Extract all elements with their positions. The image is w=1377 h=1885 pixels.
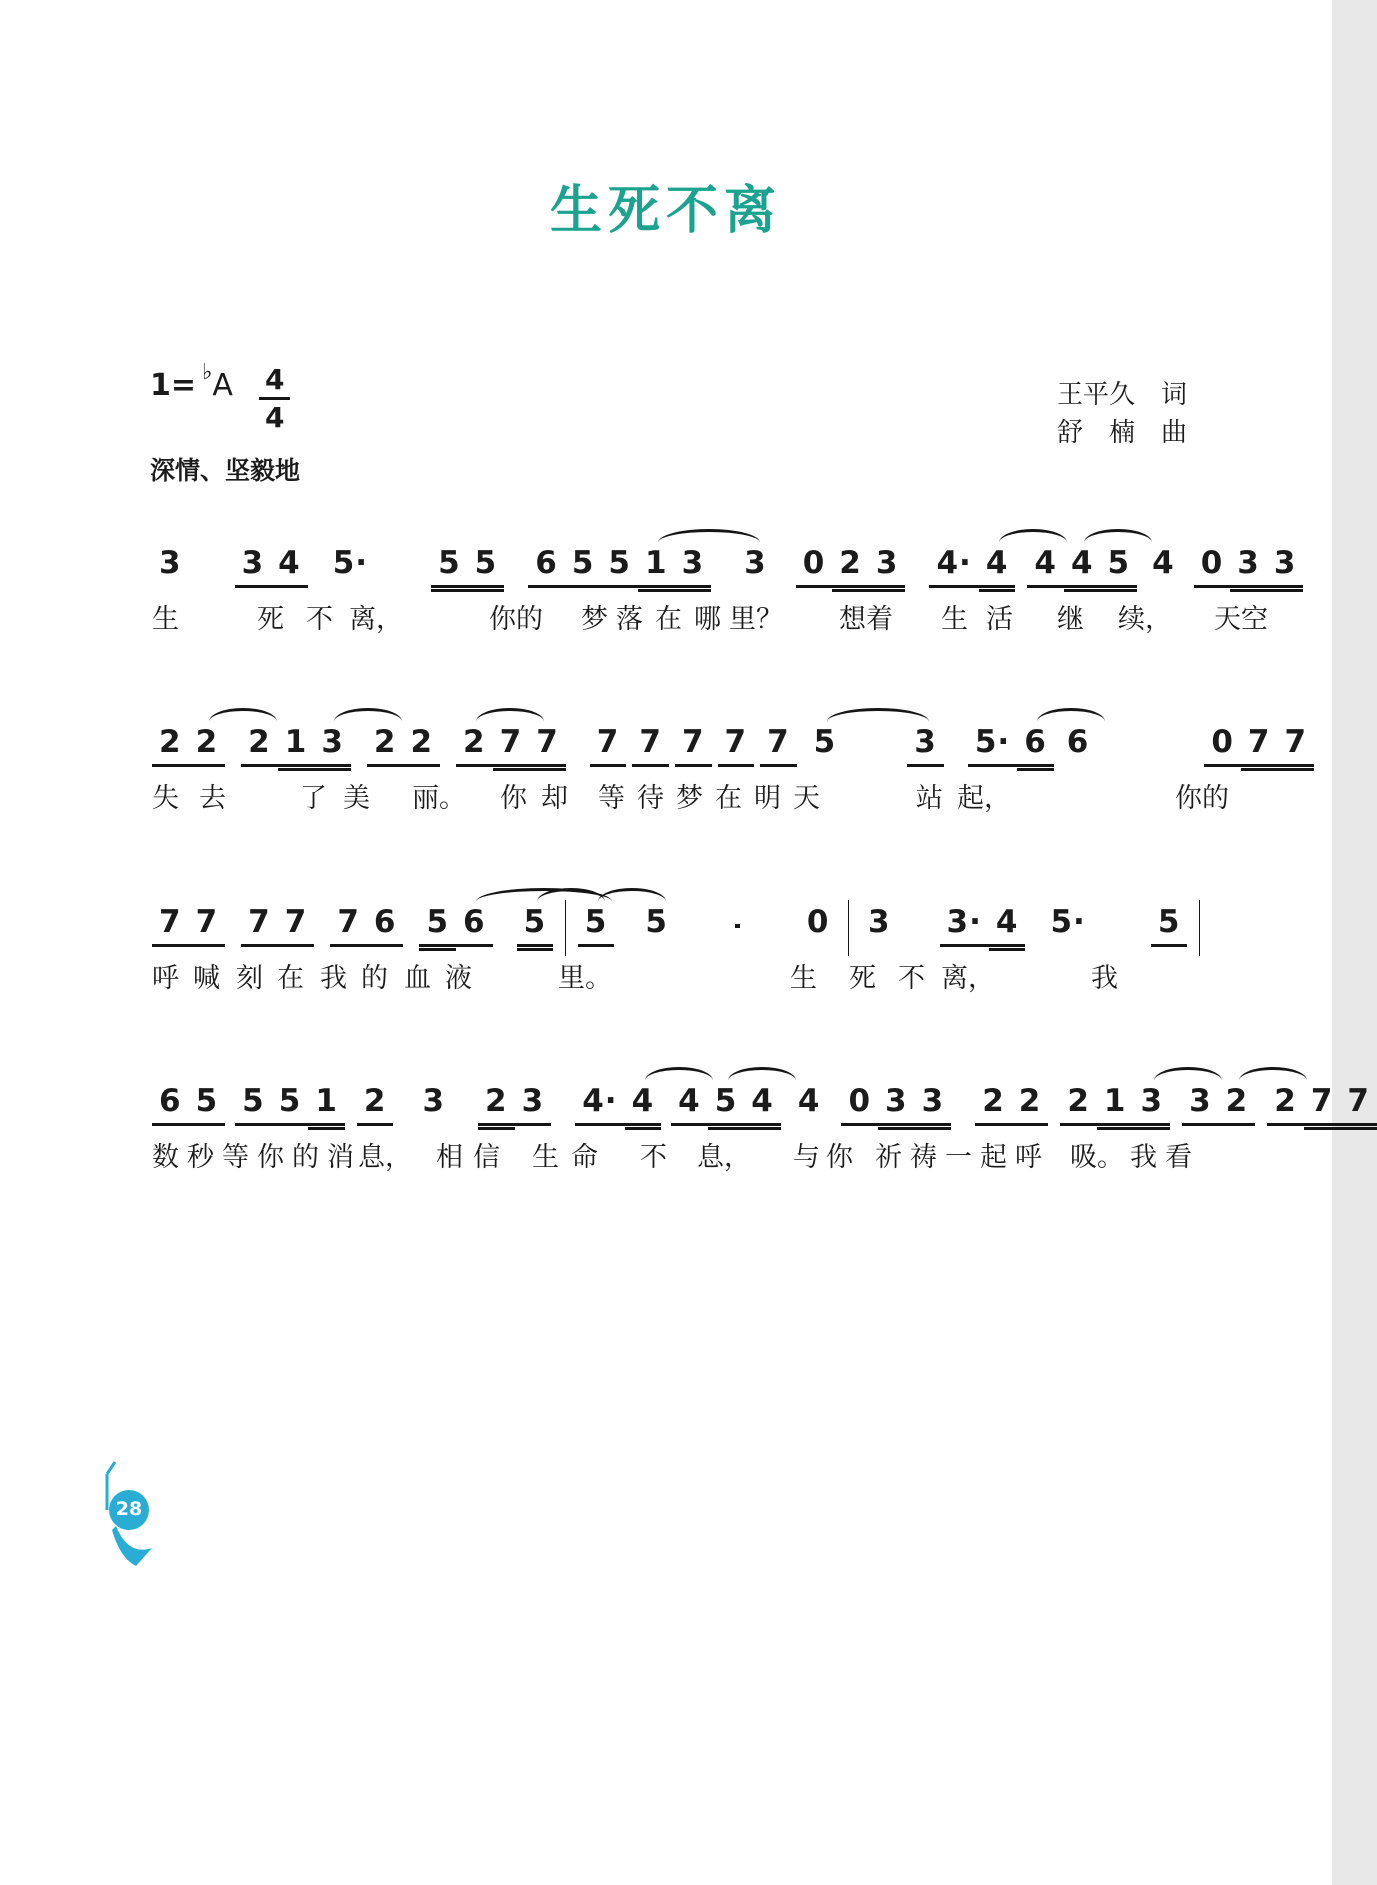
score-line: [152, 517, 1297, 636]
lyric-syllable: 了: [300, 783, 327, 815]
note: 5: [1101, 546, 1138, 588]
spacer: [375, 587, 431, 588]
lyric-syllable: 看: [1165, 1142, 1192, 1174]
notes-row: [152, 1055, 1370, 1126]
note: 7: [330, 905, 367, 947]
note: 3: [1182, 1084, 1219, 1126]
lyrics-row: [152, 963, 1212, 995]
note: 5: [601, 546, 638, 588]
slur-arc: [1084, 529, 1152, 545]
slur-arc: [476, 708, 544, 724]
lyric-syllable: 你: [257, 1142, 284, 1174]
lyric-syllable: 我: [1091, 962, 1118, 994]
lyric-syllable: 丽。: [412, 783, 466, 815]
note: 5: [645, 903, 668, 940]
lyric-syllable: 刻: [236, 962, 263, 994]
barline: [1199, 900, 1200, 956]
note: 6: [1066, 724, 1090, 761]
note: 4·: [929, 546, 978, 588]
note: 4·: [575, 1084, 624, 1126]
spacer: [661, 1125, 671, 1126]
score-line: [152, 696, 1308, 815]
lyric-syllable: 呼: [1015, 1142, 1042, 1174]
rest-note: 0: [796, 546, 833, 588]
note: 4: [797, 1083, 821, 1120]
note: 3: [907, 725, 944, 767]
note: 2: [367, 725, 404, 767]
note: 3: [1267, 546, 1304, 588]
note: 3: [915, 1084, 952, 1126]
lyric-syllable: 失: [152, 783, 179, 815]
note: 3: [159, 545, 182, 581]
notes-row: [152, 517, 1297, 588]
time-numerator: 4: [259, 365, 290, 400]
note: 7: [632, 725, 669, 767]
lyric-syllable: 天: [793, 783, 820, 815]
note: 7: [1278, 725, 1315, 767]
lyric-syllable: 去: [199, 783, 226, 815]
lyric-syllable: 秒: [187, 1142, 214, 1174]
note: 4: [989, 905, 1026, 947]
note: 1: [278, 725, 315, 767]
note: 2: [357, 1084, 394, 1126]
rest-note: 0: [806, 903, 830, 940]
note: 5: [419, 905, 456, 947]
note: 5: [565, 546, 602, 588]
note: 5: [578, 905, 615, 947]
lyric-syllable: 天空: [1214, 604, 1268, 635]
note: 2: [1012, 1084, 1049, 1126]
note: 2: [1267, 1084, 1304, 1126]
spacer: [781, 1125, 791, 1126]
lyric-syllable: 却: [541, 783, 568, 815]
lyrics-row: [152, 604, 1268, 636]
time-signature: [259, 365, 290, 433]
spacer: [1096, 766, 1142, 767]
rest-note: 0: [841, 1084, 878, 1126]
note: 7: [1340, 1084, 1377, 1126]
note: 5: [807, 725, 844, 767]
lyric-syllable: 我: [320, 962, 347, 994]
key-tonic: 1: [150, 368, 171, 403]
note: 7: [152, 905, 189, 947]
lyric-syllable: 血: [404, 962, 431, 994]
lyric-syllable: 你: [826, 1142, 853, 1174]
note: 3: [314, 725, 351, 767]
lyric-syllable: 落: [616, 604, 643, 635]
note: 5: [468, 546, 505, 588]
spacer: [898, 946, 940, 947]
lyric-syllable: 等: [222, 1142, 249, 1174]
lyric-syllable: 生: [532, 1142, 559, 1174]
note: 4: [1152, 545, 1175, 581]
note: 3: [675, 546, 712, 588]
spacer: [1255, 1125, 1267, 1126]
key-equals: =: [170, 368, 197, 403]
note: 2: [975, 1084, 1012, 1126]
lyric-syllable: 与: [793, 1142, 820, 1174]
lyric-syllable: 你: [500, 783, 527, 815]
lyric-syllable: 你的: [1175, 783, 1229, 815]
note: 7: [590, 725, 627, 767]
note: 2: [189, 725, 226, 767]
lyrics-row: [152, 1142, 1212, 1174]
lyric-syllable: 起: [980, 1142, 1007, 1174]
spacer: [314, 946, 330, 947]
note: 2: [1219, 1084, 1256, 1126]
spacer: [748, 946, 800, 947]
lyric-syllable: 想着: [839, 604, 893, 635]
note: 3: [878, 1084, 915, 1126]
note: 6: [528, 546, 565, 588]
note: 5: [431, 546, 468, 588]
lyric-syllable: 一: [945, 1142, 972, 1174]
barline: [848, 900, 849, 956]
lyric-syllable: 息，: [358, 1142, 412, 1174]
note: 5: [708, 1084, 745, 1126]
note: 7: [1304, 1084, 1341, 1126]
note: 3: [1230, 546, 1267, 588]
note: 3·: [940, 905, 989, 947]
note: 6: [152, 1084, 189, 1126]
spacer: [774, 587, 796, 588]
spacer: [393, 1125, 415, 1126]
barline: [565, 900, 566, 956]
spacer: [452, 1125, 478, 1126]
lyric-syllable: 在: [655, 604, 682, 635]
lyric-syllable: 相: [436, 1142, 463, 1174]
spacer: [614, 946, 638, 947]
meta-row: [150, 360, 1187, 449]
note: 7: [760, 725, 797, 767]
lyric-syllable: 继: [1057, 604, 1084, 635]
note: 4: [744, 1084, 781, 1126]
spacer: [189, 587, 235, 588]
note: 2: [832, 546, 869, 588]
tempo-marking: 深情、坚毅地: [150, 456, 301, 485]
lyric-syllable: 不: [640, 1142, 667, 1174]
spacer: [1182, 587, 1194, 588]
duration-dash: [735, 924, 740, 928]
note: 7: [241, 905, 278, 947]
lyric-syllable: 我: [1130, 1142, 1157, 1174]
note: 1: [638, 546, 675, 588]
spacer: [797, 766, 807, 767]
spacer: [827, 1125, 841, 1126]
note: 5: [235, 1084, 272, 1126]
note: 2: [456, 725, 493, 767]
note: 6: [367, 905, 404, 947]
spacer: [308, 587, 326, 588]
spacer: [440, 766, 456, 767]
lyric-syllable: 数: [152, 1142, 179, 1174]
lyrics-row: [152, 783, 1229, 815]
time-denominator: 4: [264, 401, 285, 435]
note: 6: [1017, 725, 1054, 767]
note: 3: [235, 546, 272, 588]
page-number-badge: [94, 1458, 164, 1570]
spacer: [225, 1125, 235, 1126]
lyric-syllable: 在: [715, 783, 742, 815]
lyric-syllable: 美: [343, 783, 370, 815]
note: 5·: [1050, 903, 1086, 940]
key-letter: A: [212, 368, 233, 403]
lyric-syllable: 不: [898, 962, 925, 994]
slur-arc: [1239, 1067, 1307, 1083]
note: 4: [625, 1084, 662, 1126]
note: 7: [189, 905, 226, 947]
lyric-syllable: 信: [473, 1142, 500, 1174]
note: 3: [869, 546, 906, 588]
lyric-syllable: 活: [986, 604, 1013, 635]
rest-note: 0: [1204, 725, 1241, 767]
score-line: [152, 876, 1212, 995]
lyric-syllable: 续，: [1118, 604, 1172, 635]
lyricist-credit: 王平久 词: [1056, 380, 1187, 410]
lyric-syllable: 梦: [676, 783, 703, 815]
spacer: [1137, 587, 1145, 588]
flat-sign: ♭: [202, 360, 213, 385]
note: 1: [308, 1084, 345, 1126]
note: 2: [403, 725, 440, 767]
note: 5: [189, 1084, 226, 1126]
spacer: [711, 587, 737, 588]
note: 5·: [968, 725, 1017, 767]
lyric-syllable: 离，: [941, 962, 995, 994]
lyric-syllable: 死: [257, 604, 284, 635]
composer-credit: 舒 楠 曲: [1056, 417, 1187, 448]
note: 4: [271, 546, 308, 588]
spacer: [493, 946, 517, 947]
spacer: [1170, 1125, 1182, 1126]
slur-arc: [1037, 708, 1105, 724]
lyric-syllable: 明: [754, 783, 781, 815]
slur-arc: [999, 529, 1067, 545]
spacer: [225, 766, 241, 767]
spacer: [1048, 1125, 1060, 1126]
notes-row: [152, 696, 1308, 767]
lyric-syllable: 里？: [729, 604, 783, 635]
slur-arc: [1154, 1067, 1222, 1083]
lyric-syllable: 液: [445, 962, 472, 994]
note: 4: [1064, 546, 1101, 588]
slur-arc: [827, 708, 929, 724]
lyric-syllable: 站: [916, 783, 943, 815]
credits: [1057, 377, 1187, 452]
lyric-syllable: 喊: [193, 962, 220, 994]
note: 3: [422, 1083, 446, 1120]
spacer: [345, 1125, 357, 1126]
rest-note: 0: [1194, 546, 1231, 588]
note: 5: [1151, 905, 1188, 947]
lyric-syllable: 起，: [957, 783, 1011, 815]
note: 3: [867, 903, 891, 940]
lyric-syllable: 在: [277, 962, 304, 994]
lyric-syllable: 梦: [581, 604, 608, 635]
lyric-syllable: 等: [598, 783, 625, 815]
lyric-syllable: 的: [361, 962, 388, 994]
page-number: 28: [115, 1498, 143, 1520]
slur-arc: [658, 529, 760, 545]
lyric-syllable: 你的: [489, 604, 543, 635]
lyric-syllable: 生: [941, 604, 968, 635]
spacer: [1093, 946, 1151, 947]
spacer: [675, 946, 727, 947]
lyric-syllable: 生: [790, 962, 817, 994]
spacer: [843, 766, 907, 767]
spacer: [1025, 946, 1043, 947]
lyric-syllable: 生: [152, 604, 179, 635]
note: 2: [1060, 1084, 1097, 1126]
note: 2: [152, 725, 189, 767]
lyric-syllable: 离，: [349, 604, 403, 635]
spacer: [225, 946, 241, 947]
slur-arc: [334, 708, 402, 724]
spacer: [1015, 587, 1027, 588]
note: 1: [1097, 1084, 1134, 1126]
spacer: [351, 766, 367, 767]
note: 7: [718, 725, 755, 767]
spacer: [403, 946, 419, 947]
note: 5: [272, 1084, 309, 1126]
key-signature: [150, 360, 290, 439]
slur-arc: [598, 888, 666, 904]
score: [152, 517, 1370, 1175]
note: 5: [517, 905, 554, 947]
notes-row: [152, 876, 1212, 947]
page-title: 生死不离: [549, 180, 782, 241]
lyric-syllable: 消: [327, 1142, 354, 1174]
note: 3: [515, 1084, 552, 1126]
lyric-syllable: 息，: [697, 1142, 751, 1174]
lyric-syllable: 里。: [558, 962, 612, 994]
spacer: [1158, 766, 1204, 767]
note: 7: [493, 725, 530, 767]
note: 7: [278, 905, 315, 947]
note: 7: [529, 725, 566, 767]
note: 2: [478, 1084, 515, 1126]
note: 4: [1027, 546, 1064, 588]
lyric-syllable: 哪: [694, 604, 721, 635]
lyric-syllable: 的: [292, 1142, 319, 1174]
lyric-syllable: 吸。: [1070, 1142, 1124, 1174]
slur-arc: [645, 1067, 713, 1083]
lyric-syllable: 祷: [910, 1142, 937, 1174]
note: 5·: [332, 545, 369, 581]
note: 2: [241, 725, 278, 767]
lyric-syllable: 死: [849, 962, 876, 994]
lyric-syllable: 祈: [875, 1142, 902, 1174]
note: 3: [744, 545, 767, 581]
note: 7: [675, 725, 712, 767]
lyric-syllable: 呼: [152, 962, 179, 994]
slur-arc: [728, 1067, 796, 1083]
lyric-syllable: 待: [637, 783, 664, 815]
note: 6: [456, 905, 493, 947]
note: 4: [671, 1084, 708, 1126]
note: 3: [1134, 1084, 1171, 1126]
note: 4: [979, 546, 1016, 588]
note: 7: [1241, 725, 1278, 767]
lyric-syllable: 不: [306, 604, 333, 635]
lyric-syllable: 命: [571, 1142, 598, 1174]
score-line: [152, 1055, 1370, 1174]
slur-arc: [209, 708, 277, 724]
